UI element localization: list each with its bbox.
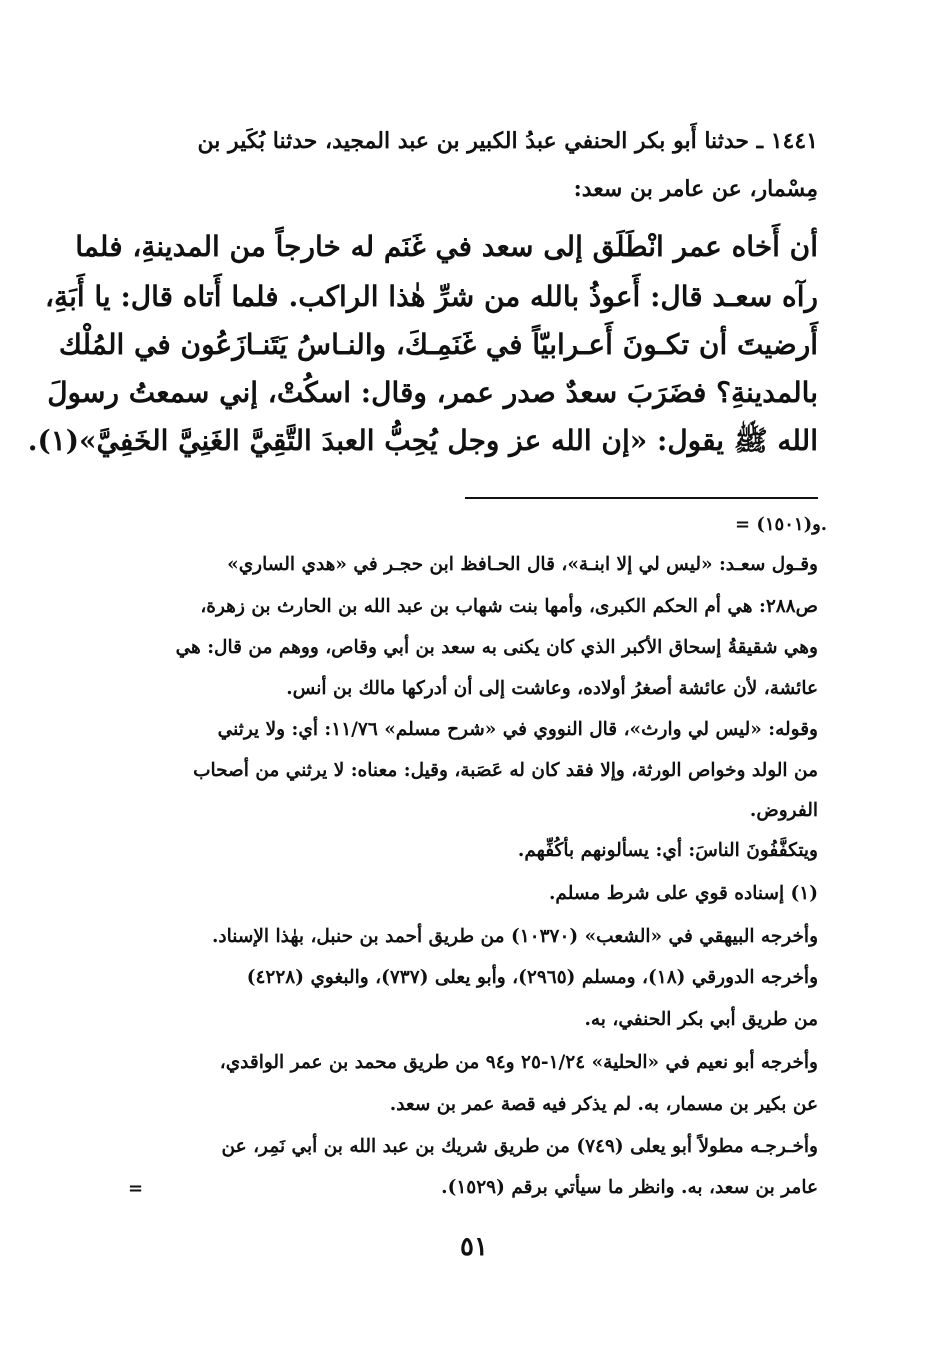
footnote-separator [465,497,818,499]
isnad-line-1: ١٤٤١ ـ حدثنا أَبو بكر الحنفي عبدُ الكبير بن عبد المجيد، حدثنا بُكَير بن [197,128,818,154]
matn-line-5: الله ﷺ يقول: «إن الله عز وجل يُحِبُّ العبدَ التَّقِيَّ الغَنِيَّ الخَفِيَّ»(١). [27,424,818,457]
footnote-line: عائشة، لأن عائشة أصغرُ أولاده، وعاشت إلى أن أدركها مالك بن أنس. [286,678,818,699]
footnote-line: الفروض. [749,800,818,821]
footnote-line: وقوله: «ليس لي وارث»، قال النووي في «شرح مسلم» ١١/٧٦: أي: ولا يرثني [217,719,818,740]
footnote-continues-next-page: = [128,1178,144,1199]
matn-line-3: أَرضيتَ أن تكـونَ أَعـرابيّاً في غَنَمِـكَ، والنـاسُ يَتَنـازَعُون في المُلْك [58,328,818,361]
footnote-line: ويتكفَّفُونَ الناسَ: أي: يسألونهم بأكُفِّهم. [517,840,818,861]
footnote-line: من طريق أبي بكر الحنفي، به. [584,1009,818,1030]
footnote-line: وقـول سعـد: «ليس لي إلا ابنـة»، قال الحـافظ ابن حجـر في «هدي الساري» [227,554,818,575]
isnad-line-2: مِسْمار، عن عامر بن سعد: [573,176,818,202]
footnote-marker-1: (١) إسناده قوي على شرط مسلم. [548,883,818,904]
footnote-continuation-from-previous: = و(١٥٠١). [735,514,828,535]
matn-line-4: بالمدينةِ؟ فضَرَبَ سعدٌ صدر عمر، وقال: اسكُتْ، إني سمعتُ رسولَ [47,376,818,409]
footnote-line: ص٢٨٨: هي أم الحكم الكبرى، وأمها بنت شهاب بن عبد الله بن الحارث بن زهرة، [200,596,818,617]
footnote-line: وأخرجه أبو نعيم في «الحلية» ١/٢٤-٢٥ و٩٤ من طريق محمد بن عمر الواقدي، [219,1052,818,1073]
footnote-line: وأخرجه البيهقي في «الشعب» (١٠٣٧٠) من طريق أحمد بن حنبل، بهٰذا الإسناد. [211,926,818,947]
matn-line-1: أن أَخاه عمر انْطَلَق إلى سعد في غَنَم له خارجاً من المدينةِ، فلما [75,230,818,263]
matn-line-2: رآه سعـد قال: أَعوذُ بالله من شرِّ هٰذا الراكب. فلما أَتاه قال: يا أَبَةِ، [45,280,818,313]
footnote-line: وأخـرجـه مطولاً أبو يعلى (٧٤٩) من طريق شريك بن عبد الله بن أبي نَمِر، عن [221,1136,818,1157]
page-number: ٥١ [460,1232,488,1262]
footnote-line: عامر بن سعد، به. وانظر ما سيأتي برقم (١٥٢٩). [441,1177,818,1198]
footnote-line: وهي شقيقةُ إسحاق الأكبر الذي كان يكنى به سعد بن أبي وقاص، ووهم من قال: هي [175,637,818,658]
footnote-line: وأخرجه الدورقي (١٨)، ومسلم (٢٩٦٥)، وأبو يعلى (٧٣٧)، والبغوي (٤٢٢٨) [246,967,818,988]
footnote-line: من الولد وخواص الورثة، وإلا فقد كان له عَصَبة، وقيل: معناه: لا يرثني من أصحاب [193,760,818,781]
footnote-line: عن بكير بن مسمار، به. لم يذكر فيه قصة عمر بن سعد. [389,1094,818,1115]
